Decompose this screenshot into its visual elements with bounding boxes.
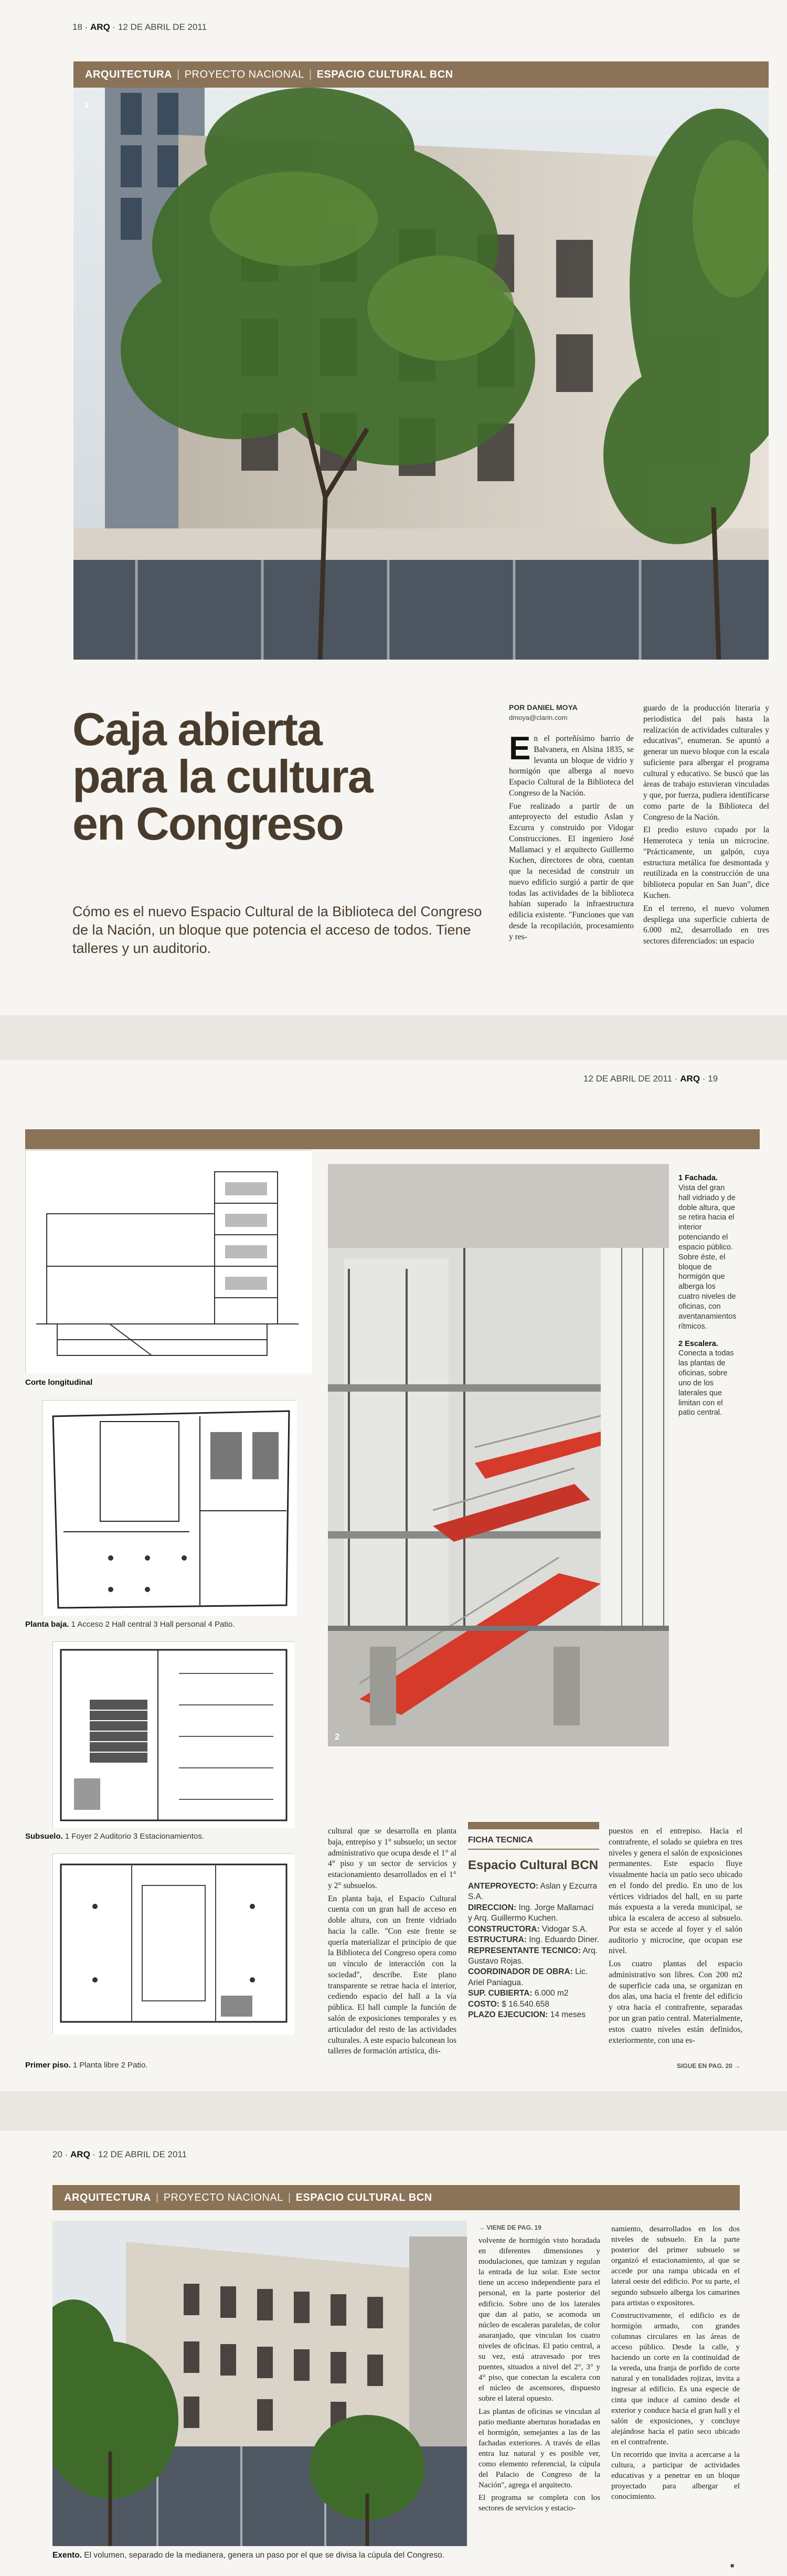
byline: POR DANIEL MOYA xyxy=(509,703,578,712)
building-exterior-photo xyxy=(52,2221,467,2546)
end-mark: ■ xyxy=(730,2562,735,2569)
technical-sheet-band xyxy=(468,1822,599,1829)
technical-sheet-line: ANTEPROYECTO: Aslan y Ezcurra S.A. xyxy=(468,1881,598,1902)
technical-sheet-line: ESTRUCTURA: Ing. Eduardo Diner. xyxy=(468,1935,599,1945)
photo-number: 2 xyxy=(335,1732,340,1742)
continued-from: → VIENE DE PAG. 19 xyxy=(478,2224,541,2231)
article-column: cultural que se desarrolla en planta baja, entrepiso y 1° subsuelo; un sector administrativo que ocupa desde el 1° al 4° piso y un sector de servicios y estacionamiento desarrollados en el 1° y 2° subsuelos. En planta baja, el Espacio Cultural cuenta con un gran hall de acceso en doble altura, con un frente vidriado hacia la calle. "Con este frente se quería materializar el principio de que la Biblioteca del Congreso opera como un vínculo de interacción con la sociedad", describe. Este plano transparente se retrae hacia el interior, cediendo espacio del hall a la vía pública. El hall cumple la función de salón de exposiciones temporales y es articulador del resto de las actividades culturales. A este espacio balconean los talleres de formación artística, dis- xyxy=(328,1827,456,2056)
photo-number: 1 xyxy=(84,100,89,110)
technical-sheet-name: Espacio Cultural BCN xyxy=(468,1858,599,1873)
headline: Caja abierta para la cultura en Congreso xyxy=(72,703,373,850)
article-column-2: guardo de la producción literaria y periodística del país hasta la realización de actividades culturales y educativas", enumeran. Se apuntó a generar un nuevo bloque con la escala suficiente para albergar el programa cultural y educativo. Se buscó que las áreas de trabajo estuvieran vinculadas y que, por fuerza, pudiera identificarse como parte de la Biblioteca del Congreso de la Nación. El predio estuvo cupado por la Hemeroteca y tenía un microcine. "Prácticamente, un galpón, cuya estructura metálica fue desmontada y reutilizada en la construcción de una biblioteca popular en San Juan", dice Kuchen. En el terreno, el nuevo volumen despliega una superficie cubierta de 6.000 m2, desarrollado en tres sectores diferenciados: un espacio xyxy=(643,704,769,946)
photo-caption: Exento. El volumen, separado de la medianera, genera un paso por el que se divisa la cúpula del Congreso. xyxy=(52,2551,445,2560)
page-folio: 20 · ARQ · 12 DE ABRIL DE 2011 xyxy=(52,2149,187,2159)
first-floor-plan xyxy=(52,1853,294,2034)
page-20 xyxy=(0,2130,787,2576)
plan-caption: Subsuelo. 1 Foyer 2 Auditorio 3 Estacionamientos. xyxy=(25,1832,204,1841)
staircase-photo xyxy=(328,1164,669,1746)
technical-sheet-line: PLAZO EJECUCION: 14 meses xyxy=(468,2010,586,2020)
technical-sheet-line: SUP. CUBIERTA: 6.000 m2 xyxy=(468,1989,569,1998)
article-column: namiento, desarrollados en los dos niveles de subsuelo. En la parte posterior del primer subsuelo se organizó el estacionamiento, al que se accede por una rampa ubicada en el lateral oeste del edificio. Por su parte, el segundo subsuelo alberga los camarines para artistas o expositores. Constructivamente, el edificio es de hormigón armado, con grandes columnas circulares en las áreas de acceso público. Desde la calle, y haciendo un corte en la continuidad de la vereda, una franja de porfido de corte natural y en tonalidades rojizas, invita a ingresar al edificio. Es una especie de cinta que induce al camino desde el exterior y conduce hacia el gran hall y el salón de exposiciones, y concluye alejándose hacia el patio seco ubicado en el contrafrente. Un recorrido que invita a acercarse a la cultura, a participar de actividades educativas y a penetrar en un bloque proyectado para albergar el conocimiento. xyxy=(611,2225,740,2501)
technical-sheet-line: DIRECCION: Ing. Jorge Mallamaci y Arq. Guillermo Kuchen. xyxy=(468,1903,594,1923)
article-column-1: En el porteñísimo barrio de Balvanera, en Alsina 1835, se levanta un bloque de vidrio y hormigón que alberga al nuevo Espacio Cultural de la Biblioteca del Congreso de la Nación. Fue realizado a partir de un anteproyecto del estudio Aslan y Ezcurra y construido por Vidogar Construcciones. El ingeniero José Mallamaci y el arquitecto Guillermo Kuchen, directores de obra, cuentan que la necesidad de construir un nuevo edificio surgió a partir de que todas las actividades de la biblioteca habían superado la infraestructura edilicia existente. "Funciones que van desde la recopilación, procesamiento y res- xyxy=(509,730,634,941)
technical-sheet-line: CONSTRUCTORA: Vidogar S.A. xyxy=(468,1924,588,1934)
article-column: puestos en el entrepiso. Hacia el contrafrente, el solado se quiebra en tres niveles y genera el salón de exposiciones permanentes. Este espacio fluye visualmente hacia un patio seco ubicado en el fondo del predio. En uno de los vértices vidriados del hall, en su parte más expuesta a la vereda municipal, se ubica la escalera de acceso al subsuelo. Por esta se accede al foyer y el salón auditorio y microcine, que ocupan ese nivel. Los cuatro plantas del espacio administrativo son libres. Con 200 m2 de superficie cada una, se organizan en dos alas, una hacia el frente del edificio y otra hacia el contrafrente, separadas por un gran patio central. Materialmente, estos cuatro niveles están definidos, exteriormente, con una es- xyxy=(609,1827,742,2045)
author-email: dmoya@clarin.com xyxy=(509,714,568,722)
page-19 xyxy=(0,1060,787,2091)
section-band: ARQUITECTURA | PROYECTO NACIONAL | ESPACIO CULTURAL BCN xyxy=(52,2185,740,2210)
technical-sheet-line: REPRESENTANTE TECNICO: Arq. Gustavo Rojas. xyxy=(468,1946,598,1966)
page-folio: 18 · ARQ · 12 DE ABRIL DE 2011 xyxy=(72,22,207,32)
plan-caption: Planta baja. 1 Acceso 2 Hall central 3 Hall personal 4 Patio. xyxy=(25,1620,235,1629)
building-facade-photo xyxy=(73,88,769,660)
deck: Cómo es el nuevo Espacio Cultural de la Biblioteca del Congreso de la Nación, un bloque que potencia el acceso de todos. Tiene talleres y un auditorio. xyxy=(72,904,482,957)
page-18 xyxy=(0,0,787,1015)
technical-sheet-title: FICHA TECNICA xyxy=(468,1835,599,1850)
plan-caption: Corte longitudinal xyxy=(25,1378,93,1387)
technical-sheet xyxy=(468,1822,599,2021)
longitudinal-section-drawing xyxy=(25,1150,311,1373)
ground-floor-plan xyxy=(42,1400,296,1615)
section-band: ARQUITECTURA | PROYECTO NACIONAL | ESPACIO CULTURAL BCN xyxy=(73,61,769,88)
article-column: volvente de hormigón visto horadada en diferentes dimensiones y modulaciones, que tamizan y regulan la entrada de luz solar. Este sector tiene un acceso independiente para el personal, en la parte posterior del edificio. Sobre uno de los laterales que dan al patio, se acomoda un núcleo de escaleras paralelas, de color anaranjado, que vinculan los cuatro niveles de oficinas. El patio central, a su vez, está atravesado por tres puentes, situados a nivel del 2°, 3° y 4° piso, que conectan la escalera con el núcleo de ascensores, dispuesto sobre el lateral opuesto. Las plantas de oficinas se vinculan al patio mediante aberturas horadadas en el hormigón, semejantes a las de las fachadas exteriores. A través de ellas entra luz natural y es posible ver, como elemento referencial, la cúpula del Palacio de Congreso de la Nación", agrega el arquitecto. El programa se completa con los sectores de servicios y estacio- xyxy=(478,2236,600,2513)
plan-caption: Primer piso. 1 Planta libre 2 Patio. xyxy=(25,2061,148,2070)
basement-plan xyxy=(52,1641,294,1828)
technical-sheet-line: COORDINADOR DE OBRA: Lic. Ariel Paniagua. xyxy=(468,1967,588,1987)
continued-link[interactable]: SIGUE EN PAG. 20 → xyxy=(677,2062,741,2070)
drop-cap: E xyxy=(509,730,531,767)
technical-sheet-line: COSTO: $ 16.540.658 xyxy=(468,1999,549,2009)
photo-captions: 1 Fachada. Vista del gran hall vidriado y de doble altura, que se retira hacia el interior potenciando el espacio público. Sobre éste, el bloque de hormigón que alberga los cuatro niveles de oficinas, con aventanamientos rítmicos. 2 Escalera. Conecta a todas las plantas de oficinas, sobre uno de los laterales que limitan con el patio central. xyxy=(678,1174,737,1417)
page-folio: 12 DE ABRIL DE 2011 · ARQ · 19 xyxy=(583,1074,718,1084)
section-band xyxy=(25,1129,760,1149)
